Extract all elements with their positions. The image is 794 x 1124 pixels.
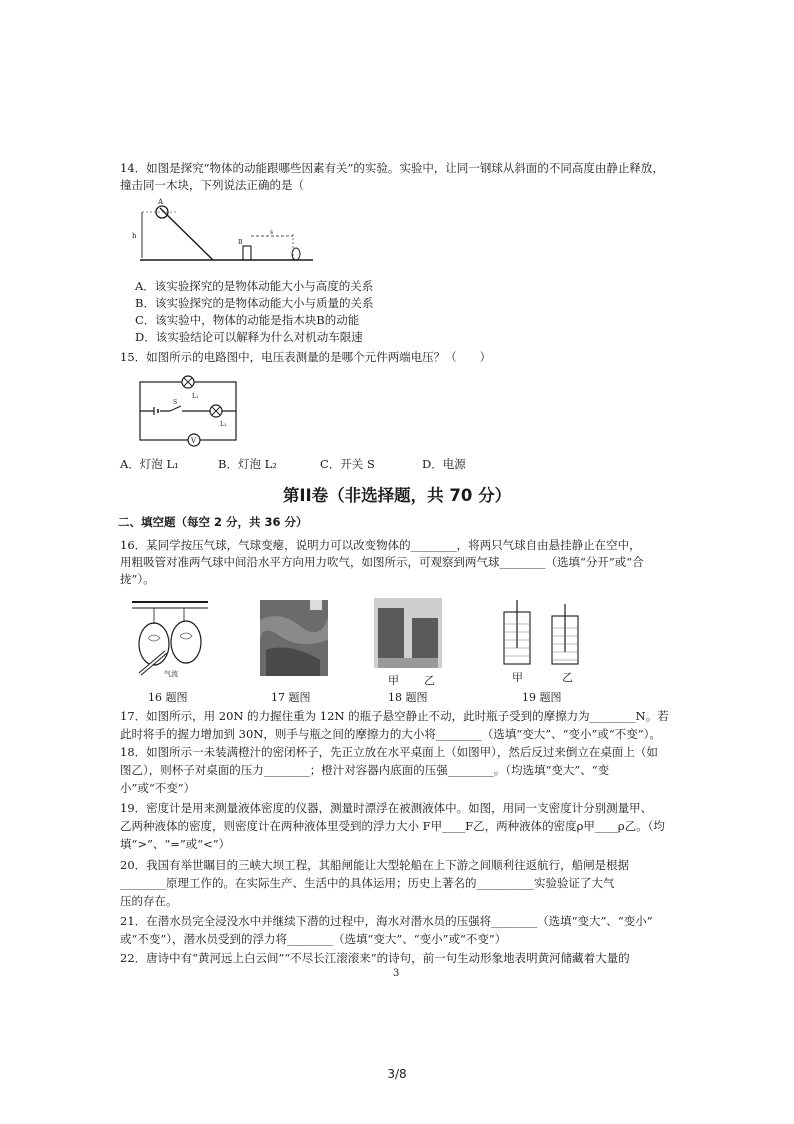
q14-stem-line2: 撞击同一木块，下列说法正确的是（: [120, 178, 304, 192]
q18-line1: 18．如图所示一未装满橙汁的密闭杯子，先正立放在水平桌面上（如图甲），然后反过来倒立在桌面上（如: [120, 745, 658, 759]
q14-option-b: B．该实验探究的是物体动能大小与质量的关系: [135, 296, 374, 310]
fig19-label-jia: 甲: [512, 671, 523, 684]
fig17-caption: 17 题图: [271, 691, 311, 704]
q19-line3: 填“>”、“=”或“<”）: [120, 837, 231, 851]
q16-line2: 用粗吸管对准两气球中间沿水平方向用力吹气，如图所示，可观察到两气球________（选填“分开”或“合: [120, 555, 644, 569]
fig18-label-yi: 乙: [424, 674, 435, 687]
q17-line1: 17．如图所示，用 20N 的力握住重为 12N 的瓶子悬空静止不动，此时瓶子受到的摩擦力为________N。若: [120, 709, 669, 723]
q16-line1: 16．某同学按压气球，气球变瘪，说明力可以改变物体的________，将两只气球自由悬挂静止在空中，: [120, 538, 641, 552]
page-footer: 3/8: [387, 1067, 407, 1081]
q15-circuit-figure: [130, 368, 250, 456]
fig17-photo: [260, 600, 328, 676]
balloon-right: [171, 621, 201, 663]
label-a: A: [158, 198, 164, 206]
fig19-label-yi: 乙: [562, 671, 573, 684]
q19-line1: 19．密度计是用来测量液体密度的仪器，测量时漂浮在被测液体中。如图，用同一支密度计分别测量甲、: [120, 801, 653, 815]
q20-line1: 20．我国有举世瞩目的三峡大坝工程，其船闸能让大型轮船在上下游之间顺利往返航行，船闸是根据: [120, 858, 630, 872]
airflow-label: 气流: [164, 670, 178, 678]
label-s: s: [270, 229, 274, 236]
label-v: V: [191, 437, 197, 445]
q14-ramp-figure: [128, 198, 318, 270]
balloon-left: [139, 623, 169, 665]
fig18-photo: [374, 598, 442, 668]
page-number: 3: [393, 968, 400, 979]
q15-stem: 15．如图所示的电路图中，电压表测量的是哪个元件两端电压？（ ）: [120, 350, 492, 364]
section-fill-blank-heading: 二、填空题（每空 2 分，共 36 分）: [118, 515, 308, 529]
fig18-caption: 18 题图: [388, 691, 428, 704]
wood-block: [243, 246, 251, 260]
label-b: B: [238, 239, 243, 246]
fig19-hydrometers: [498, 598, 584, 668]
q15-option-b: B．灯泡 L₂: [218, 457, 277, 471]
q18-line2: 图乙），则杯子对桌面的压力________；橙汁对容器内底面的压强________。（均选填“变大”、“变: [120, 763, 610, 777]
q14-option-a: A．该实验探究的是物体动能大小与高度的关系: [135, 279, 374, 293]
q21-line2: 或“不变”），潜水员受到的浮力将________（选填“变大”、“变小”或“不变”）: [120, 932, 507, 946]
label-s: S: [173, 399, 178, 406]
q20-line2: ________原理工作的。在实际生产、生活中的具体运用；历史上著名的__________实验验证了大气: [120, 876, 615, 890]
label-h: h: [132, 232, 137, 240]
q15-option-a: A．灯泡 L₁: [120, 457, 179, 471]
fig19-caption: 19 题图: [522, 691, 562, 704]
label-l2: L₂: [220, 421, 227, 428]
q22-line1: 22．唐诗中有“黄河远上白云间”“不尽长江滚滚来”的诗句，前一句生动形象地表明黄河储藏着大量的: [120, 951, 630, 965]
q15-option-c: C．开关 S: [320, 457, 375, 471]
fig16-balloons: [126, 598, 212, 682]
q14-stem-line1: 14．如图是探究“物体的动能跟哪些因素有关”的实验。实验中，让同一钢球从斜面的不同高度由静止释放，: [120, 161, 664, 175]
q14-option-d: D．该实验结论可以解释为什么对机动车限速: [135, 330, 363, 344]
q16-line3: 拢”）。: [120, 572, 155, 586]
label-l1: L₁: [192, 393, 199, 400]
fig18-label-jia: 甲: [388, 674, 399, 687]
part-two-title: 第II卷（非选择题，共 70 分）: [282, 486, 512, 505]
q20-line3: 压的存在。: [120, 894, 178, 908]
q19-line2: 乙两种液体的密度，则密度计在两种液体里受到的浮力大小 F甲____F乙，两种液体的密度ρ甲____ρ乙。（均: [120, 819, 665, 833]
q18-line3: 小”或“不变”）: [120, 781, 196, 795]
fig16-caption: 16 题图: [148, 691, 188, 704]
q21-line1: 21．在潜水员完全浸没水中并继续下潜的过程中，海水对潜水员的压强将________（选填“变大”、“变小”: [120, 914, 653, 928]
ramp-line: [160, 208, 213, 260]
q17-line2: 此时将手的握力增加到 30N，则手与瓶之间的摩擦力的大小将________（选填“变大”、“变小”或“不变”）。: [120, 727, 661, 741]
q14-option-c: C．该实验中，物体的动能是指木块B的动能: [135, 313, 360, 327]
q15-option-d: D．电源: [422, 457, 466, 471]
